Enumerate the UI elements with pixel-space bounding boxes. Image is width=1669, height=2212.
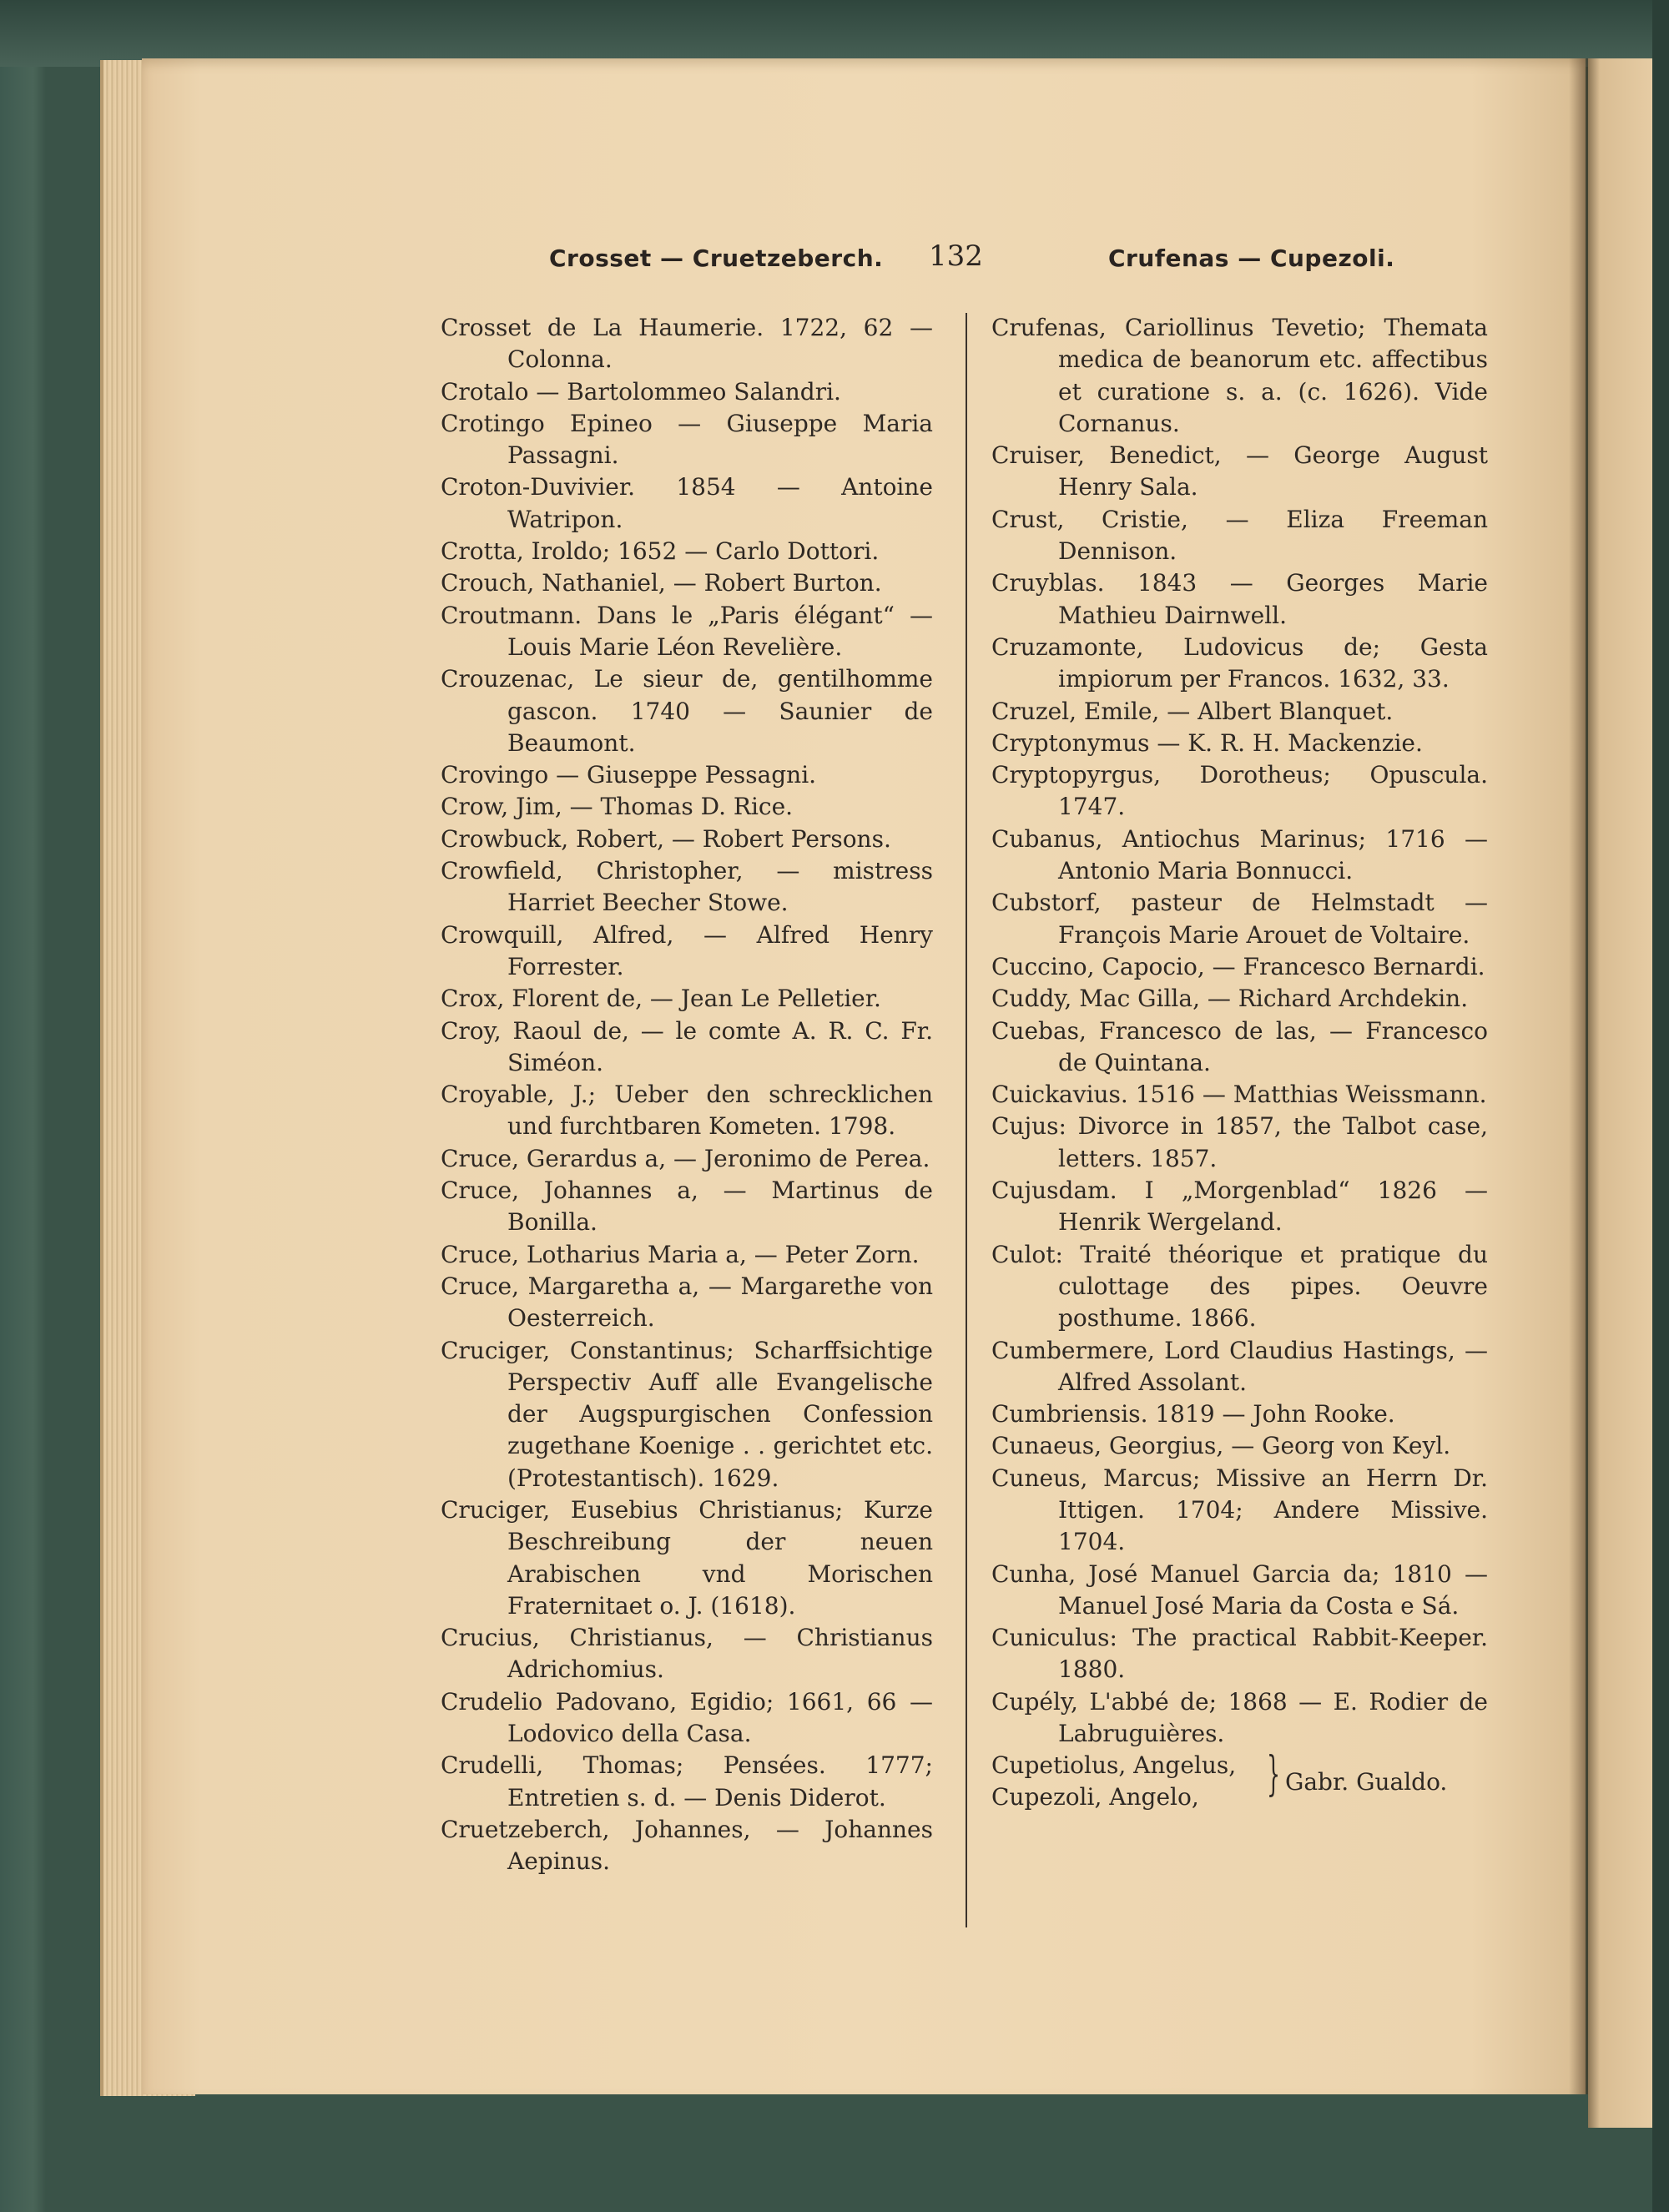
entry: Cruetzeberch, Johannes, — Johannes Aepinus. xyxy=(441,1815,933,1876)
right-column xyxy=(991,312,1488,1814)
running-header-right: Crufenas — Cupezoli. xyxy=(1108,244,1395,272)
entry: Cujusdam. I „Morgenblad“ 1826 — Henrik Wergeland. xyxy=(991,1177,1488,1237)
entry: Croutmann. Dans le „Paris élégant“ — Louis Marie Léon Revelière. xyxy=(441,601,933,661)
entry: Cruce, Lotharius Maria a, — Peter Zorn. xyxy=(441,1240,920,1268)
entry: Cruyblas. 1843 — Georges Marie Mathieu Dairnwell. xyxy=(991,569,1488,629)
entry: Cryptonymus — K. R. H. Mackenzie. xyxy=(991,728,1423,757)
entry: Cruciger, Eusebius Christianus; Kurze Beschreibung der neuen Arabischen vnd Morischen Fraternitaet o. J. (1618). xyxy=(441,1495,933,1620)
entry: Cubanus, Antiochus Marinus; 1716 — Antonio Maria Bonnucci. xyxy=(991,824,1488,885)
entry: Cryptopyrgus, Dorotheus; Opuscula. 1747. xyxy=(991,761,1488,821)
entry: Crudelli, Thomas; Pensées. 1777; Entretien s. d. — Denis Diderot. xyxy=(441,1751,933,1811)
entry: Crotta, Iroldo; 1652 — Carlo Dottori. xyxy=(441,537,880,566)
entry: Cuddy, Mac Gilla, — Richard Archdekin. xyxy=(991,985,1469,1013)
entry: Cruzamonte, Ludovicus de; Gesta impiorum per Francos. 1632, 33. xyxy=(991,632,1488,693)
brace-entry-line: Cupezoli, Angelo, xyxy=(991,1783,1199,1811)
entry: Cumbriensis. 1819 — John Rooke. xyxy=(991,1400,1395,1428)
entry: Cumbermere, Lord Claudius Hastings, — Alfred Assolant. xyxy=(991,1336,1488,1396)
entry: Cruce, Johannes a, — Martinus de Bonilla. xyxy=(441,1177,933,1237)
entry: Crust, Cristie, — Eliza Freeman Dennison. xyxy=(991,505,1488,566)
entry: Cubstorf, pasteur de Helmstadt — François Marie Arouet de Voltaire. xyxy=(991,889,1488,949)
entry: Croton-Duvivier. 1854 — Antoine Watripon. xyxy=(441,473,933,533)
page-number: 132 xyxy=(929,239,983,273)
entry: Cruce, Gerardus a, — Jeronimo de Perea. xyxy=(441,1144,930,1172)
book-cover-right xyxy=(1652,0,1669,2212)
entry: Cunha, José Manuel Garcia da; 1810 — Manuel José Maria da Costa e Sá. xyxy=(991,1559,1488,1620)
entry: Cunaeus, Georgius, — Georg von Keyl. xyxy=(991,1432,1451,1460)
entry: Cruce, Margaretha a, — Margarethe von Oesterreich. xyxy=(441,1272,933,1333)
entry: Crovingo — Giuseppe Pessagni. xyxy=(441,761,817,789)
entry: Croy, Raoul de, — le comte A. R. C. Fr. Siméon. xyxy=(441,1016,933,1076)
entry: Crotalo — Bartolommeo Salandri. xyxy=(441,377,841,406)
entry: Crotingo Epineo — Giuseppe Maria Passagni. xyxy=(441,409,933,470)
next-page-edge xyxy=(1588,58,1652,2128)
entry: Culot: Traité théorique et pratique du culottage des pipes. Oeuvre posthume. 1866. xyxy=(991,1240,1488,1333)
entry: Cruciger, Constantinus; Scharffsichtige Perspectiv Auff alle Evangelische der Augspurgischen Confession zugethane Koenige . . gerichtet etc. (Protestantisch). 1629. xyxy=(441,1336,933,1492)
entry: Crowbuck, Robert, — Robert Persons. xyxy=(441,824,891,853)
entry: Crouzenac, Le sieur de, gentilhomme gascon. 1740 — Saunier de Beaumont. xyxy=(441,665,933,757)
entry: Crufenas, Cariollinus Tevetio; Themata medica de beanorum etc. affectibus et curatione s. a. (c. 1626). Vide Cornanus. xyxy=(991,314,1488,437)
entry: Cuickavius. 1516 — Matthias Weissmann. xyxy=(991,1081,1487,1109)
running-header-left: Crosset — Cruetzeberch. xyxy=(549,244,884,272)
entry: Crosset de La Haumerie. 1722, 62 — Colonna. xyxy=(441,314,933,374)
entry: Cujus: Divorce in 1857, the Talbot case, letters. 1857. xyxy=(991,1112,1488,1172)
brace-entry xyxy=(991,1747,1488,1814)
entry: Cuebas, Francesco de las, — Francesco de Quintana. xyxy=(991,1016,1488,1076)
entry: Cupély, L'abbé de; 1868 — E. Rodier de Labruguières. xyxy=(991,1687,1488,1748)
entry: Croyable, J.; Ueber den schrecklichen und furchtbaren Kometen. 1798. xyxy=(441,1081,933,1141)
entry: Crox, Florent de, — Jean Le Pelletier. xyxy=(441,985,881,1013)
book-cover-top xyxy=(0,0,1669,67)
left-column xyxy=(441,312,933,1878)
brace-entry-line: Cupetiolus, Angelus, xyxy=(991,1751,1237,1780)
entry: Crowquill, Alfred, — Alfred Henry Forrester. xyxy=(441,920,933,980)
entry: Crowfield, Christopher, — mistress Harriet Beecher Stowe. xyxy=(441,857,933,917)
entry: Cuniculus: The practical Rabbit-Keeper. 1880. xyxy=(991,1624,1488,1684)
entry: Cruiser, Benedict, — George August Henry Sala. xyxy=(991,441,1488,501)
entry: Cruzel, Emile, — Albert Blanquet. xyxy=(991,697,1394,725)
entry: Cuccino, Capocio, — Francesco Bernardi. xyxy=(991,952,1485,980)
entry: Crow, Jim, — Thomas D. Rice. xyxy=(441,793,794,821)
curly-brace-icon: } xyxy=(1267,1747,1281,1802)
entry: Crouch, Nathaniel, — Robert Burton. xyxy=(441,569,882,597)
entry: Crudelio Padovano, Egidio; 1661, 66 — Lodovico della Casa. xyxy=(441,1687,933,1748)
column-rule xyxy=(966,313,967,1927)
entry: Crucius, Christianus, — Christianus Adrichomius. xyxy=(441,1624,933,1684)
brace-entry-target: Gabr. Gualdo. xyxy=(1285,1768,1448,1796)
entry: Cuneus, Marcus; Missive an Herrn Dr. Ittigen. 1704; Andere Missive. 1704. xyxy=(991,1464,1488,1556)
